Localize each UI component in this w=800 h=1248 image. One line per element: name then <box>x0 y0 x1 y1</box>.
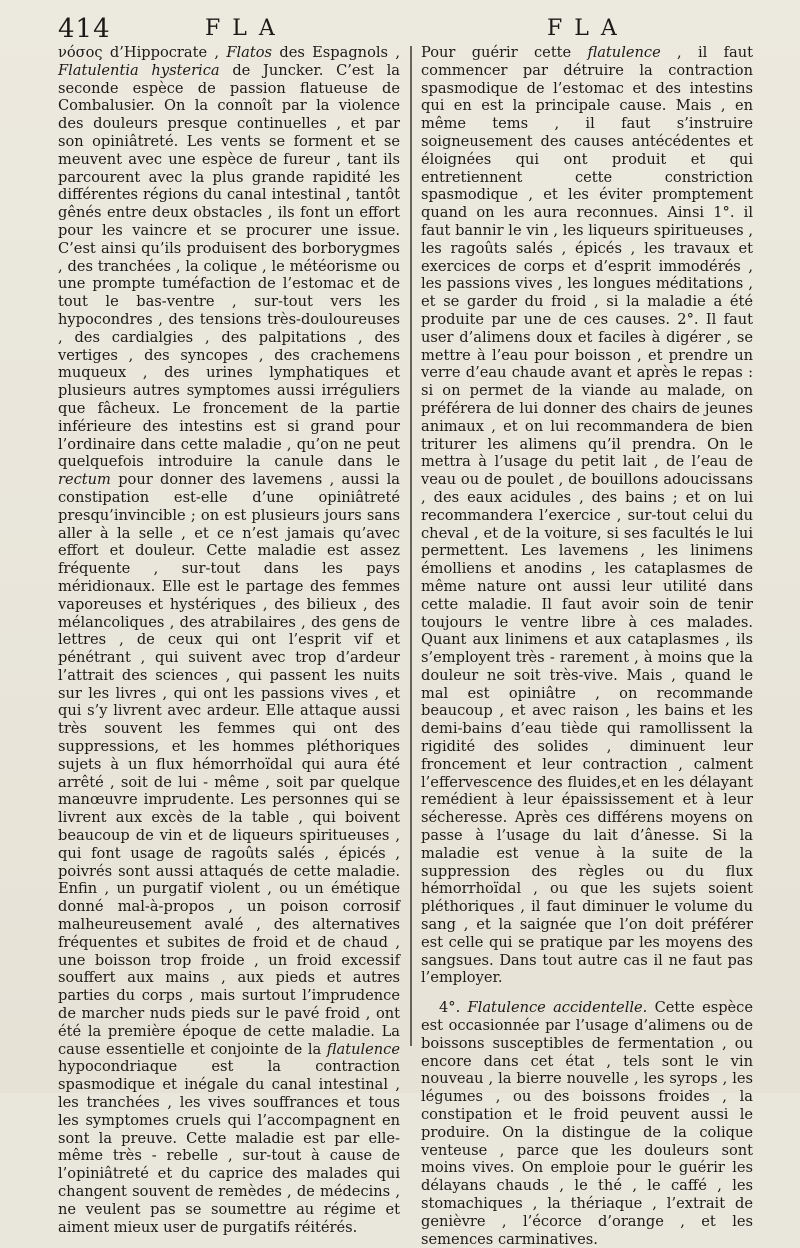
left-column-italic-run: flatulence <box>326 1040 400 1058</box>
right-column-italic-run: Flatulence accidentelle. <box>467 999 648 1017</box>
left-column-paragraph <box>58 44 400 1236</box>
page-number: 414 <box>58 14 111 44</box>
left-column-text-run: νόσος d’Hippocrate , <box>58 44 227 61</box>
right-column-text-run: Cette espèce est occasionnée par l’usage d’alimens ou de boissons susceptibles de fermentation , ou encore dans cet état , tels sont le vin nouveau , la bierre nouvelle , les syrops , les légumes , ou des boissons froides , la constipation et le froid peuvent aussi le produire. On la distingue de la colique venteuse , parce que les douleurs sont moins vives. On emploie pour le guérir les délayans chauds , le thé , le caffé , les stomachiques , la thériaque , l’extrait de genièvre , l’écorce d’orange , et les semences carminatives. <box>421 999 753 1248</box>
right-column <box>421 44 753 1248</box>
right-column-text-run: Pour guérir cette <box>421 44 588 61</box>
left-column-italic-run: rectum <box>58 471 111 489</box>
left-column-italic-run: Flatulentia hysterica <box>58 61 220 79</box>
left-column <box>58 44 400 1236</box>
right-column-paragraph-1 <box>421 44 753 987</box>
right-column-text-run: , il faut commencer par détruire la contraction spasmodique de l’estomac et des intestins qui en est la principale cause. Mais , en même tems , il faut s’instruire soigneusement des causes antécédentes et éloignées qui ont produit et qui entretiennent cette constriction spasmodique , et les éviter promptement quand on les aura reconnues. Ainsi 1°. il faut bannir le vin , les liqueurs spiritueuses , les ragoûts salés , épicés , les travaux et exercices de corps et d’esprit immodérés , les passions vives , les longues méditations , et se garder du froid , si la maladie a été produite par une de ces causes. 2°. Il faut user d’alimens doux et faciles à digérer , se mettre à l’eau pour boisson , et prendre un verre d’eau chaude avant et après le repas : si on permet de la viande au malade, on préférera de lui donner des chairs de jeunes animaux , et on lui recommandera de bien triturer les alimens qu’il prendra. On le mettra à l’usage du petit lait , de l’eau de veau ou de poulet , de bouillons adoucissans , des eaux acidules , des bains ; et on lui recommandera l’exercice , sur-tout celui du cheval , et de la voiture, si ses facultés le lui permettent. Les lavemens , les linimens émolliens et anodins , les cataplasmes de même nature ont aussi leur utilité dans cette maladie. Il faut avoir soin de tenir toujours le ventre libre à ces malades. Quant aux linimens et aux cataplasmes , ils s’employent très - rarement , à moins que la douleur ne soit très-vive. Mais , quand le mal est opiniâtre , on recommande beaucoup , et avec raison , les bains et les demi-bains d’eau tiède qui ramollissent la rigidité des solides , diminuent leur froncement et leur contraction , calment l’effervescence des fluides,et en les délayant remédient à leur épaississement et à leur sécheresse. Après ces différens moyens on passe à l’usage du lait d’ânesse. Si la maladie est venue à la suite de la suppression des règles ou du flux hémorrhoïdal , ou que les sujets soient pléthoriques , il faut diminuer le volume du sang , et la saignée que l’on doit préférer est celle qui se pratique par les moyens des sangsues. Dans tout autre cas il ne faut pas l’employer. <box>421 44 753 987</box>
left-column-italic-run: Flatos <box>226 44 273 61</box>
right-column-text-run: 4°. <box>439 999 468 1017</box>
left-column-text-run: de Juncker. C’est la seconde espèce de passion flatueuse de Combalusier. On la connoît par la violence des douleurs presque continuelles , et par son opiniâtreté. Les vents se forment et se meuvent avec une espèce de fureur , tant ils parcourent avec la plus grande rapidité les différentes régions du canal intestinal , tantôt gênés entre deux obstacles , ils font un effort pour les vaincre et se procurer une issue. C’est ainsi qu’ils produisent des borborygmes , des tranchées , la colique , le météorisme ou une prompte tuméfaction de l’estomac et de tout le bas-ventre , sur-tout vers les hypocondres , des tensions très-douloureuses , des cardialgies , des palpitations , des vertiges , des syncopes , des crachemens muqueux , des urines lymphatiques et plusieurs autres symptomes aussi irréguliers que fâcheux. Le froncement de la partie inférieure des intestins est si grand pour l’ordinaire dans cette maladie , qu’on ne peut quelquefois introduire la canule dans le <box>58 61 401 471</box>
page-header <box>0 12 800 46</box>
left-column-text-run: hypocondriaque est la contraction spasmodique et inégale du canal intestinal , les tranchées , les vives souffrances et tous les symptomes cruels qui l’accompagnent en sont la preuve. Cette maladie est par elle-même très - rebelle , sur-tout à cause de l’opiniâtreté et du caprice des malades qui changent souvent de remèdes , de médecins , ne veulent pas se soumettre au régime et aiment mieux user de purgatifs réitérés. <box>58 1058 400 1236</box>
right-column-italic-run: flatulence <box>587 44 661 61</box>
right-column-paragraph-2 <box>421 999 753 1248</box>
column-divider <box>410 46 412 1046</box>
running-head-left: FLA <box>205 16 287 41</box>
left-column-text-run: des Espagnols , <box>272 44 400 61</box>
running-head-right: FLA <box>547 16 629 41</box>
left-column-text-run: pour donner des lavemens , aussi la constipation est-elle d’une opiniâtreté presqu’invincible ; on est plusieurs jours sans aller à la selle , et ce n’est jamais qu’avec effort et douleur. Cette maladie est assez fréquente , sur-tout dans les pays méridionaux. Elle est le partage des femmes vaporeuses et hystériques , des bilieux , des mélancoliques , des atrabilaires , des gens de lettres , de ceux qui ont l’esprit vif et pénétrant , qui suivent avec trop d’ardeur l’attrait des sciences , qui passent les nuits sur les livres , qui ont les passions vives , et qui s’y livrent avec ardeur. Elle attaque aussi très souvent les femmes qui ont des suppressions, et les hommes pléthoriques sujets à un flux hémorrhoïdal qui aura été arrêté , soit de lui - même , soit par quelque manœuvre imprudente. Les personnes qui se livrent aux excès de la table , qui boivent beaucoup de vin et de liqueurs spiritueuses , qui font usage de ragoûts salés , épicés , poivrés sont aussi attaqués de cette maladie. Enfin , un purgatif violent , ou un émétique donné mal-à-propos , un poison corrosif malheureusement avalé , des alternatives fréquentes et subites de froid et de chaud , une boisson trop froide , un froid excessif souffert aux mains , aux pieds et autres parties du corps , mais surtout l’imprudence de marcher nuds pieds sur le pavé froid , ont été la première époque de cette maladie. La cause essentielle et conjointe de la <box>58 471 400 1058</box>
